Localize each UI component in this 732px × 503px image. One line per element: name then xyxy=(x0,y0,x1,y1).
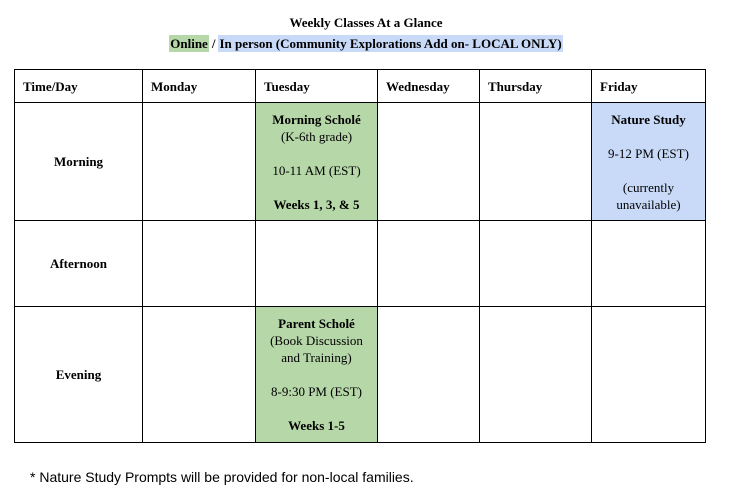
row-label-afternoon: Afternoon xyxy=(15,221,143,307)
class-weeks: Weeks 1, 3, & 5 xyxy=(273,196,360,212)
row-label-morning: Morning xyxy=(15,103,143,221)
legend xyxy=(0,35,732,52)
cell-afternoon-thursday xyxy=(480,221,592,307)
cell-morning-tuesday xyxy=(256,103,378,221)
cell-afternoon-monday xyxy=(143,221,256,307)
row-label-evening: Evening xyxy=(15,307,143,443)
table-row-afternoon xyxy=(15,221,706,307)
cell-morning-friday xyxy=(592,103,706,221)
legend-online: Online xyxy=(170,36,208,51)
schedule-table xyxy=(14,69,706,443)
header-friday: Friday xyxy=(592,70,706,103)
header-wednesday: Wednesday xyxy=(378,70,480,103)
cell-evening-thursday xyxy=(480,307,592,443)
header-row xyxy=(15,70,706,103)
header-monday: Monday xyxy=(143,70,256,103)
cell-afternoon-friday xyxy=(592,221,706,307)
class-time: 10-11 AM (EST) xyxy=(272,162,361,178)
class-time: 9-12 PM (EST) xyxy=(608,145,689,161)
cell-morning-wednesday xyxy=(378,103,480,221)
cell-evening-wednesday xyxy=(378,307,480,443)
cell-morning-thursday xyxy=(480,103,592,221)
class-weeks: Weeks 1-5 xyxy=(288,418,345,433)
cell-evening-monday xyxy=(143,307,256,443)
class-time: 8-9:30 PM (EST) xyxy=(271,384,362,399)
cell-morning-monday xyxy=(143,103,256,221)
cell-evening-friday xyxy=(592,307,706,443)
page-title: Weekly Classes At a Glance xyxy=(289,15,443,30)
table-row-evening xyxy=(15,307,706,443)
class-title: Nature Study xyxy=(611,111,686,127)
table-row-morning xyxy=(15,103,706,221)
cell-afternoon-tuesday xyxy=(256,221,378,307)
class-title: Parent Scholé xyxy=(278,316,355,331)
class-grade: (K-6th grade) xyxy=(280,128,353,144)
legend-in-person: In person (Community Explorations Add on- LOCAL ONLY) xyxy=(219,36,562,51)
class-description: and Training) xyxy=(281,350,352,365)
legend-separator: / xyxy=(211,36,216,51)
cell-afternoon-wednesday xyxy=(378,221,480,307)
cell-evening-tuesday xyxy=(256,307,378,443)
header-time-day: Time/Day xyxy=(15,70,143,103)
header-thursday: Thursday xyxy=(480,70,592,103)
header-tuesday: Tuesday xyxy=(256,70,378,103)
class-status: (currently xyxy=(622,179,675,195)
footnote: * Nature Study Prompts will be provided for non-local families. xyxy=(30,469,414,485)
class-description: (Book Discussion xyxy=(270,333,363,348)
class-title: Morning Scholé xyxy=(272,111,361,127)
class-status: unavailable) xyxy=(616,196,681,212)
